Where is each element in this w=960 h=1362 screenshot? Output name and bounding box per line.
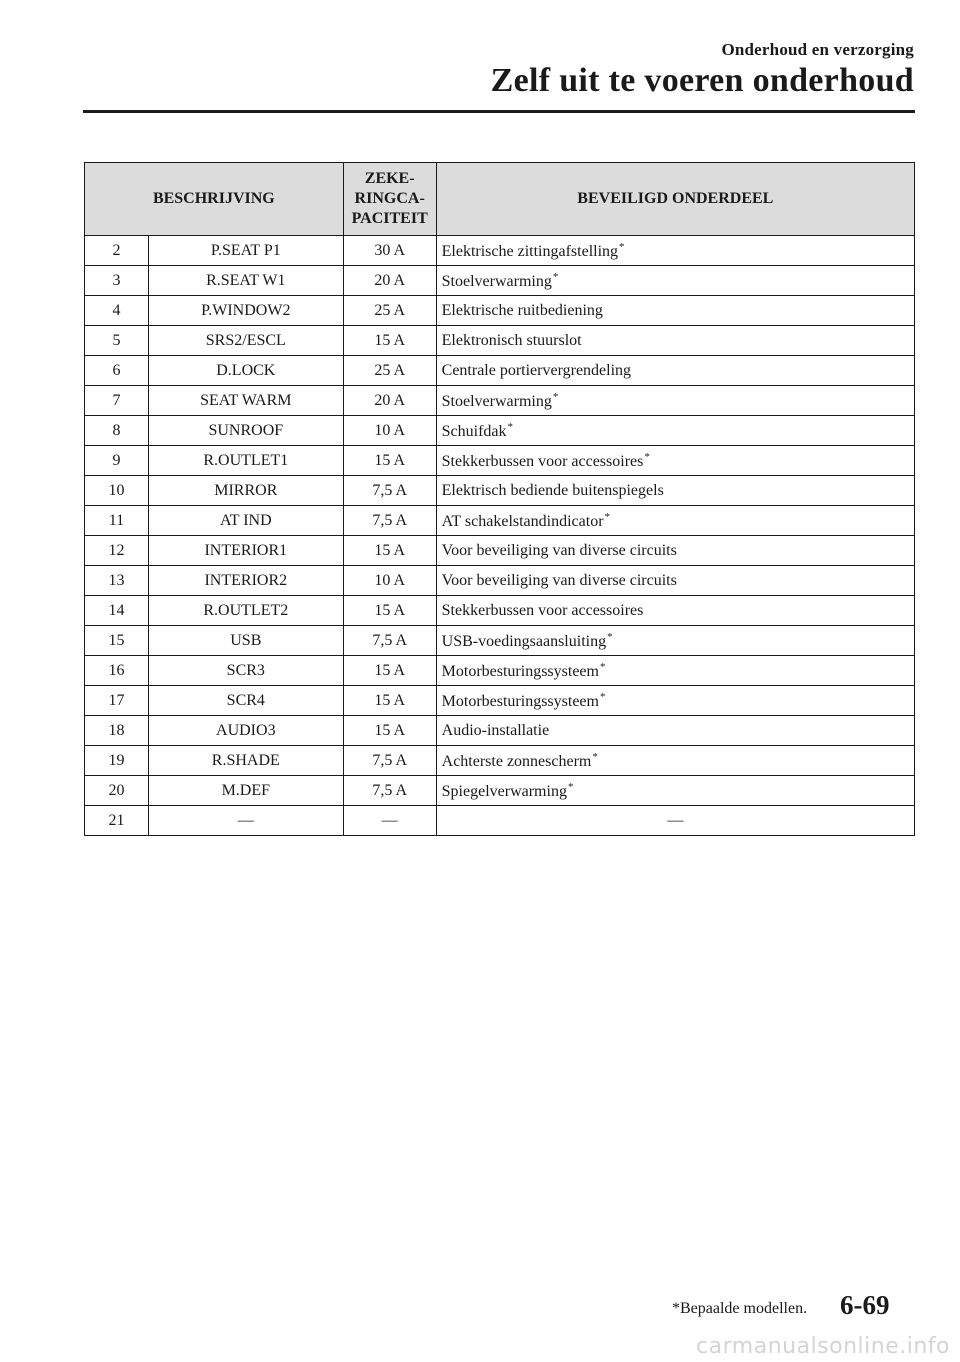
fuse-amperage-cell: 25 A	[343, 296, 436, 326]
protected-part-text: AT schakelstandindicator	[441, 512, 604, 530]
protected-part-text: Elektrische zittingafstelling	[441, 242, 619, 260]
protected-part-text: Voor beveiliging van diverse circuits	[441, 571, 677, 589]
fuse-number-cell: 20	[85, 776, 149, 806]
protected-part-text: Achterste zonnescherm	[441, 752, 592, 770]
footnote-marker: *	[552, 270, 559, 283]
table-row	[85, 686, 915, 716]
protected-part-text: Elektrisch bediende buitenspiegels	[441, 481, 664, 499]
capacity-header-text: ZEKE- RINGCA- PACITEIT	[351, 170, 428, 227]
protected-part-cell	[436, 626, 914, 656]
fuse-number-cell: 16	[85, 656, 149, 686]
fuse-number-cell: 18	[85, 716, 149, 746]
protected-part-cell	[436, 356, 914, 386]
protected-part-text: Audio-installatie	[441, 721, 550, 739]
table-row	[85, 716, 915, 746]
fuse-name-cell: INTERIOR2	[148, 566, 343, 596]
footnote-marker: *	[567, 780, 574, 793]
fuse-name-cell: D.LOCK	[148, 356, 343, 386]
table-row	[85, 806, 915, 836]
table-row	[85, 446, 915, 476]
footnote-marker: *	[599, 690, 606, 703]
column-header-capacity	[343, 163, 436, 236]
fuse-name-cell: R.SHADE	[148, 746, 343, 776]
table-row	[85, 746, 915, 776]
protected-part-text: Stoelverwarming	[441, 272, 552, 290]
table-row	[85, 506, 915, 536]
protected-part-cell	[436, 416, 914, 446]
fuse-amperage-cell: —	[343, 806, 436, 836]
footnote: *Bepaalde modellen.	[672, 1300, 808, 1317]
fuse-amperage-cell: 7,5 A	[343, 776, 436, 806]
fuse-name-cell: SCR4	[148, 686, 343, 716]
protected-part-cell	[436, 506, 914, 536]
protected-part-cell	[436, 296, 914, 326]
protected-part-cell	[436, 806, 914, 836]
fuse-amperage-cell: 25 A	[343, 356, 436, 386]
fuse-number-cell: 6	[85, 356, 149, 386]
fuse-name-cell: SCR3	[148, 656, 343, 686]
column-header-part: BEVEILIGD ONDERDEEL	[436, 163, 914, 236]
protected-part-cell	[436, 326, 914, 356]
table-row	[85, 326, 915, 356]
protected-part-text: Voor beveiliging van diverse circuits	[441, 541, 677, 559]
fuse-number-cell: 15	[85, 626, 149, 656]
footnote-marker: *	[552, 390, 559, 403]
protected-part-text: USB-voedingsaansluiting	[441, 632, 607, 650]
table-row	[85, 776, 915, 806]
fuse-number-cell: 9	[85, 446, 149, 476]
fuse-amperage-cell: 10 A	[343, 416, 436, 446]
fuse-name-cell: SUNROOF	[148, 416, 343, 446]
fuse-number-cell: 12	[85, 536, 149, 566]
fuse-name-cell: M.DEF	[148, 776, 343, 806]
fuse-number-cell: 21	[85, 806, 149, 836]
fuse-name-cell: SRS2/ESCL	[148, 326, 343, 356]
table-row	[85, 656, 915, 686]
protected-part-text: Elektrische ruitbediening	[441, 301, 603, 319]
page-header	[491, 40, 914, 100]
fuse-amperage-cell: 10 A	[343, 566, 436, 596]
fuse-number-cell: 14	[85, 596, 149, 626]
table-row	[85, 266, 915, 296]
footnote-marker: *	[607, 630, 613, 643]
fuse-amperage-cell: 7,5 A	[343, 476, 436, 506]
fuse-name-cell: AT IND	[148, 506, 343, 536]
table-row	[85, 356, 915, 386]
footnote-marker: *	[604, 510, 611, 523]
fuse-amperage-cell: 15 A	[343, 716, 436, 746]
fuse-name-cell: MIRROR	[148, 476, 343, 506]
protected-part-cell	[436, 656, 914, 686]
table-row	[85, 566, 915, 596]
table-row	[85, 596, 915, 626]
fuse-amperage-cell: 30 A	[343, 236, 436, 266]
fuse-number-cell: 11	[85, 506, 149, 536]
protected-part-cell	[436, 716, 914, 746]
table-row	[85, 416, 915, 446]
protected-part-cell	[436, 386, 914, 416]
fuse-amperage-cell: 15 A	[343, 326, 436, 356]
table-row	[85, 296, 915, 326]
fuse-amperage-cell: 15 A	[343, 536, 436, 566]
fuse-amperage-cell: 15 A	[343, 686, 436, 716]
protected-part-cell	[436, 686, 914, 716]
fuse-amperage-cell: 15 A	[343, 446, 436, 476]
protected-part-cell	[436, 236, 914, 266]
protected-part-text: Centrale portiervergrendeling	[441, 361, 632, 379]
fuse-number-cell: 3	[85, 266, 149, 296]
header-rule	[83, 110, 915, 113]
fuse-number-cell: 17	[85, 686, 149, 716]
fuse-name-cell: P.SEAT P1	[148, 236, 343, 266]
protected-part-cell	[436, 446, 914, 476]
fuse-table	[84, 162, 915, 836]
fuse-number-cell: 5	[85, 326, 149, 356]
protected-part-cell	[436, 776, 914, 806]
protected-part-cell	[436, 566, 914, 596]
fuse-name-cell: R.OUTLET2	[148, 596, 343, 626]
protected-part-cell	[436, 536, 914, 566]
fuse-number-cell: 19	[85, 746, 149, 776]
fuse-name-cell: P.WINDOW2	[148, 296, 343, 326]
fuse-number-cell: 13	[85, 566, 149, 596]
fuse-number-cell: 8	[85, 416, 149, 446]
table-row	[85, 236, 915, 266]
page-title: Zelf uit te voeren onderhoud	[490, 62, 914, 99]
fuse-number-cell: 4	[85, 296, 149, 326]
table-row	[85, 476, 915, 506]
fuse-amperage-cell: 20 A	[343, 266, 436, 296]
fuse-name-cell: R.OUTLET1	[148, 446, 343, 476]
protected-part-text: Spiegelverwarming	[441, 782, 567, 800]
protected-part-text: —	[667, 811, 684, 829]
table-row	[85, 626, 915, 656]
fuse-number-cell: 10	[85, 476, 149, 506]
fuse-name-cell: USB	[148, 626, 343, 656]
protected-part-text: Stekkerbussen voor accessoires	[441, 452, 644, 470]
fuse-amperage-cell: 7,5 A	[343, 746, 436, 776]
footnote-marker: *	[644, 450, 650, 463]
protected-part-text: Motorbesturingssysteem	[441, 662, 599, 680]
protected-part-cell	[436, 476, 914, 506]
fuse-amperage-cell: 15 A	[343, 656, 436, 686]
fuse-name-cell: INTERIOR1	[148, 536, 343, 566]
footnote-marker: *	[619, 240, 625, 253]
protected-part-text: Stoelverwarming	[441, 392, 552, 410]
fuse-amperage-cell: 20 A	[343, 386, 436, 416]
protected-part-text: Elektronisch stuurslot	[441, 331, 582, 349]
fuse-amperage-cell: 15 A	[343, 596, 436, 626]
footnote-marker: *	[599, 660, 606, 673]
protected-part-cell	[436, 596, 914, 626]
fuse-number-cell: 2	[85, 236, 149, 266]
footnote-marker: *	[507, 420, 514, 433]
fuse-amperage-cell: 7,5 A	[343, 506, 436, 536]
fuse-table-body	[85, 236, 915, 836]
table-header-row	[85, 163, 915, 236]
section-subtitle: Onderhoud en verzorging	[721, 40, 914, 59]
protected-part-text: Schuifdak	[441, 422, 507, 440]
protected-part-cell	[436, 746, 914, 776]
page-number: 6-69	[840, 1290, 890, 1320]
table-row	[85, 386, 915, 416]
footnote-marker: *	[592, 750, 598, 763]
protected-part-text: Stekkerbussen voor accessoires	[441, 601, 644, 619]
protected-part-text: Motorbesturingssysteem	[441, 692, 599, 710]
fuse-number-cell: 7	[85, 386, 149, 416]
fuse-name-cell: R.SEAT W1	[148, 266, 343, 296]
table-row	[85, 536, 915, 566]
fuse-name-cell: AUDIO3	[148, 716, 343, 746]
protected-part-cell	[436, 266, 914, 296]
watermark: carmanualsonline.info	[696, 1334, 950, 1359]
fuse-amperage-cell: 7,5 A	[343, 626, 436, 656]
column-header-description: BESCHRIJVING	[85, 163, 344, 236]
fuse-name-cell: SEAT WARM	[148, 386, 343, 416]
fuse-name-cell: —	[148, 806, 343, 836]
